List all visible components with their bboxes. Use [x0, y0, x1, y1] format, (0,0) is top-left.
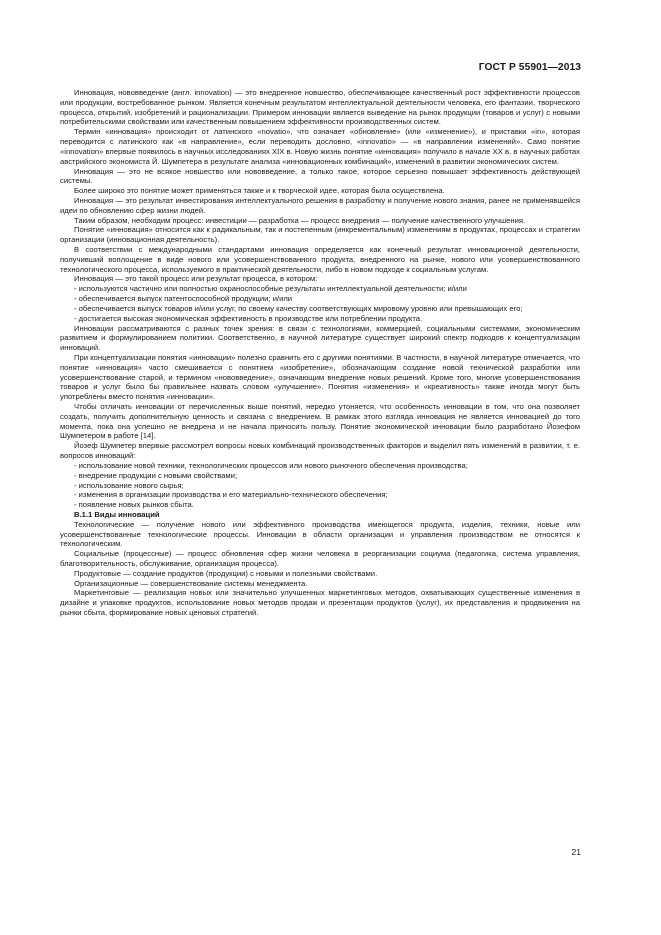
- list-item: - использование нового сырья;: [74, 480, 184, 490]
- paragraph: Организационные — совершенствование системы менеджмента.: [74, 578, 308, 588]
- page-number: 21: [571, 847, 581, 857]
- paragraph: Социальные (процессные) — процесс обновления сфер жизни человека в реорганизации социума (педагогика, система управления, благотворительность, обслуживание, организация процесса).: [60, 549, 580, 568]
- paragraph: Инновации рассматриваются с разных точек зрения: в связи с технологиями, коммерцией, социальными системами, экономическим развитием и формулированием политики. Соответственно, в научной литературе существует широкий спектр подходов к концептуализации инноваций.: [60, 323, 580, 353]
- paragraph: Таким образом, необходим процесс: инвестиции — разработка — процесс внедрения — получение качественного улучшения.: [74, 215, 526, 225]
- list-item: - появление новых рынков сбыта.: [74, 500, 194, 510]
- page-footer: [572, 847, 581, 857]
- paragraph: Понятие «инновация» относится как к радикальным, так и постепенным (инкрементальным) изменениям в продуктах, процессах и стратегии организации (инновационная деятельность).: [60, 225, 580, 245]
- paragraph: В соответствии с международными стандартами инновация определяется как конечный результат инновационной деятельности, получивший воплощение в виде нового или усовершенствованного продукта, внедренного на рынке, нового или усовершенствованного технологического процесса, используемого в практической деятельности, либо в новом подходе к социальным услугам.: [60, 245, 580, 274]
- list-item: - использование новой техники, технологических процессов или нового рыночного обеспечения производства;: [74, 460, 468, 470]
- paragraph: Более широко это понятие может применяться также и к творческой идее, которая была осуществлена.: [74, 186, 445, 196]
- list-item: - используются частично или полностью охраноспособные результаты интеллектуальной деятельности; и/или: [74, 284, 467, 294]
- list-item: - достигается высокая экономическая эффективность в производстве или потреблении продукта.: [74, 313, 423, 323]
- paragraph: Инновация — это результат инвестирования интеллектуального решения в разработку и получение нового знания, ранее не применявшейся идеи по обновлению сфер жизни людей.: [60, 195, 580, 215]
- list-item: - обеспечивается выпуск товаров и/или услуг, по своему качеству соответствующих мировому уровню или превышающих его;: [74, 303, 523, 313]
- paragraph: Термин «инновация» происходит от латинского «novatio», что означает «обновление» (или «изменение»), и приставки «in», которая переводится с латинского как «в направление», если переводить дословно, «innovatio» — «в направлении изменений». Само понятие «innovation» впервые появилось в научных исследованиях XIX в. Новую жизнь понятие «инновация» получило в начале XX в. в научных работах австрийского экономиста Й. Шумпетера в результате анализа «инновационных комбинаций», изменений в развитии экономических систем.: [60, 127, 580, 166]
- paragraph: Инновация, нововведение (англ. innovation) — это внедренное новшество, обеспечивающее качественный рост эффективности процессов или продукции, востребованное рынком. Является конечным результатом интеллектуальной деятельности человека, его фантазии, творческого процесса, открытий, изобретений и рационализации. Примером инновации является выведение на рынок продукции (товаров и услуг) с новыми потребительскими свойствами или качественным повышением эффективности производственных систем.: [60, 88, 580, 127]
- paragraph: Продуктовые — создание продуктов (продукции) с новыми и полезными свойствами.: [74, 568, 378, 578]
- list-item: - внедрение продукции с новыми свойствами;: [74, 470, 238, 480]
- paragraph: Йозеф Шумпетер впервые рассмотрел вопросы новых комбинаций производственных факторов и выделил пять изменений в развитии, т. е. вопросов инноваций:: [60, 441, 580, 461]
- section-heading: В.1.1 Виды инноваций: [74, 509, 160, 519]
- paragraph: Технологические — получение нового или эффективного производства имеющегося продукта, изделия, техники, новые или усовершенствованные технологические процессы. Инновации в области организации и управления производством не относятся к технологическим.: [60, 519, 580, 549]
- paragraph: Инновация — это такой процесс или результат процесса, в котором:: [74, 274, 318, 284]
- list-item: - обеспечивается выпуск патентоспособной продукции; и/или: [74, 294, 293, 304]
- paragraph: Чтобы отличать инновации от перечисленных выше понятий, нередко утоняется, что особенность инновации в том, что она позволяет создать, получить дополнительную ценность и связана с внедрением. В рамках этого взгляда инновация не является инновацией до того момента, пока она успешно не внедрена и не начала приносить пользу. Понятие экономической инновации было разработано Йозефом Шумпетером в работе [14].: [60, 402, 580, 441]
- document-header: [479, 62, 581, 73]
- paragraph: Инновация — это не всякое новшество или нововведение, а только такое, которое серьезно повышает эффективность действующей системы.: [60, 166, 580, 186]
- paragraph: Маркетинговые — реализация новых или значительно улучшенных маркетинговых методов, охватывающих существенные изменения в дизайне и упаковке продуктов, использование новых методов продаж и презентации продуктов (услуг), их представления и продвижения на рынки сбыта, формирование новых ценовых стратегий.: [60, 588, 580, 618]
- standard-number: ГОСТ Р 55901—2013: [478, 62, 581, 73]
- list-item: - изменения в организации производства и его материально-технического обеспечения;: [74, 490, 388, 500]
- paragraph: При концептуализации понятия «инновации» полезно сравнить его с другими понятиями. В частности, в научной литературе отмечается, что понятие «инновация» часто смешивается с понятием «изобретение», обозначающим создание новой технической разработки или усовершенствование старой, и термином «нововведение», означающим внедрение новых решений. Кроме того, многие усовершенствования товаров и услуг было бы правильнее назвать словом «улучшение». Понятия «изменения» и «креативность» также иногда могут быть употреблены вместо понятия «инновации».: [60, 352, 580, 402]
- document-body: [60, 88, 580, 618]
